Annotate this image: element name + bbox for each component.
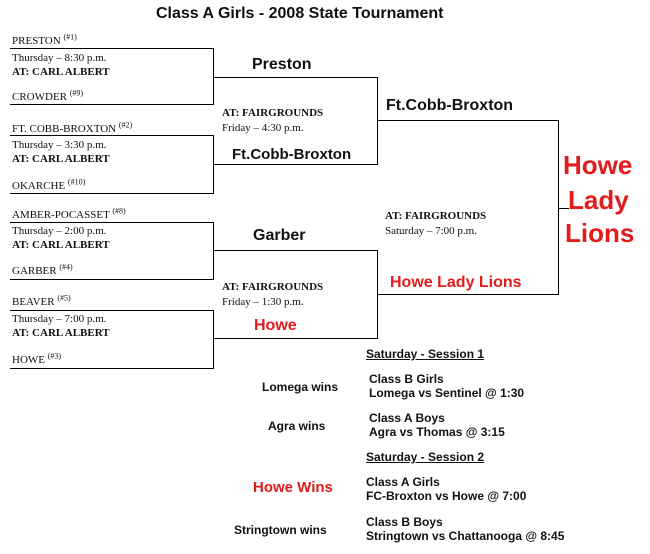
game-time: Friday – 1:30 p.m. [222,296,304,308]
team-name: PRESTON [12,35,61,47]
game-site: AT: FAIRGROUNDS [222,107,324,119]
team-name: HOWE [12,354,45,366]
bracket-line [10,310,214,311]
game-matchup: Lomega vs Sentinel @ 1:30 [369,386,525,400]
game-time: Thursday – 3:30 p.m. [12,139,107,151]
bracket-line [10,104,214,105]
game-time: Friday – 4:30 p.m. [222,122,304,134]
bracket-line [214,338,378,339]
seed: (#1) [63,32,77,42]
bracket-line [214,77,378,78]
game-matchup: Agra vs Thomas @ 3:15 [369,425,505,439]
game-time: Saturday – 7:00 p.m. [385,225,477,237]
team-ftcobb-label [12,120,133,135]
game-matchup: Stringtown vs Chattanooga @ 8:45 [366,529,565,543]
seed: (#4) [59,262,73,272]
champion-line-1: Howe [563,150,633,180]
team-name: AMBER-POCASSET [12,209,110,221]
seed: (#2) [118,120,133,130]
round2-winner-howe: Howe [254,317,297,334]
team-amber-label [12,206,126,221]
round2-winner-preston: Preston [252,56,312,73]
champion-line-3: Lions [565,218,635,248]
team-name: OKARCHE [12,180,66,192]
bracket-line [214,250,378,251]
game-class: Class B Boys [366,515,443,529]
seed: (#5) [57,293,71,303]
game-site: AT: CARL ALBERT [12,327,110,339]
seed: (#8) [112,206,126,216]
round2-winner-ftcobb: Ft.Cobb-Broxton [232,146,352,163]
game-site: AT: CARL ALBERT [12,66,110,78]
game-time: Thursday – 8:30 p.m. [12,52,107,64]
team-garber-label [12,262,73,277]
bracket-line [10,193,214,194]
game-result: Agra wins [268,419,326,433]
seed: (#3) [47,351,62,361]
team-preston-label [12,32,77,47]
round2-winner-garber: Garber [253,227,306,244]
bracket-line [10,222,214,223]
bracket-line [378,294,559,295]
game-result: Stringtown wins [234,523,327,537]
game-class: Class A Girls [366,475,440,489]
game-matchup: FC-Broxton vs Howe @ 7:00 [366,489,527,503]
team-name: CROWDER [12,91,67,103]
game-site: AT: FAIRGROUNDS [385,210,487,222]
final-team-howe: Howe Lady Lions [390,274,522,291]
bracket-line [10,279,214,280]
game-time: Thursday – 2:00 p.m. [12,225,107,237]
game-site: AT: FAIRGROUNDS [222,281,324,293]
page-title: Class A Girls - 2008 State Tournament [156,5,444,22]
bracket-line [10,135,214,136]
seed: (#9) [69,88,84,98]
team-name: BEAVER [12,296,55,308]
team-name: FT. COBB-BROXTON [12,123,117,135]
final-team-ftcobb: Ft.Cobb-Broxton [386,97,514,114]
game-result: Lomega wins [262,380,339,394]
team-howe-label [12,351,62,366]
session-header: Saturday - Session 1 [366,347,485,361]
game-site: AT: CARL ALBERT [12,153,110,165]
bracket-line [213,222,214,280]
champion-line-2: Lady [568,185,629,215]
team-okarche-label [12,177,86,192]
bracket-line [213,310,214,369]
bracket-line [10,368,214,369]
game-site: AT: CARL ALBERT [12,239,110,251]
bracket-line [214,164,378,165]
bracket-line [378,120,559,121]
seed: (#10) [67,177,86,187]
bracket-line [10,48,214,49]
game-result: Howe Wins [253,479,333,496]
team-beaver-label [12,293,71,308]
team-name: GARBER [12,265,57,277]
team-crowder-label [12,88,84,103]
game-class: Class B Girls [369,372,444,386]
game-class: Class A Boys [369,411,445,425]
game-time: Thursday – 7:00 p.m. [12,313,107,325]
session-header: Saturday - Session 2 [366,450,485,464]
bracket-line [377,77,378,165]
